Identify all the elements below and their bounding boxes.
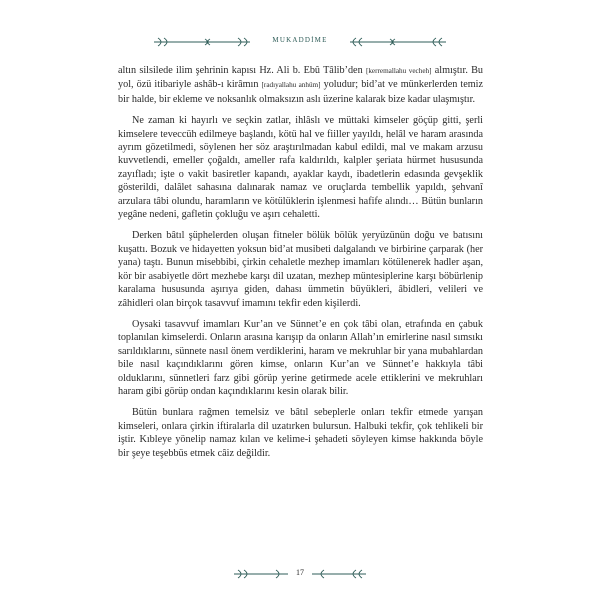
honorific-kerremallahu: [kerremallahu vecheh]: [365, 67, 432, 75]
paragraph-1: [118, 64, 483, 106]
paragraph-1-text-a: altın silsilede ilim şehrinin kapısı Hz. Ali b. Ebû Tâlib’den: [118, 65, 366, 76]
paragraph-1-text-e: yoludur; bid’at ve münkerlerden temiz bir halde, bir ekleme ve noksanlık olmaksızın aslı üzerine kalarak bize kadar ulaşmıştır.: [118, 79, 484, 105]
honorific-radiyallahu: [radıyallahu anhüm]: [261, 81, 321, 90]
page-footer: [232, 566, 368, 582]
page-number: 17: [296, 568, 304, 577]
paragraph-5: Bütün bunlara rağmen temelsiz ve bâtıl sebeplerle onları tekfir etmede yarışan kimseleri, onlara çirkin iftiralarla dil uzatırken bulursun. Halbuki tekfir, çok tehlikeli bir iştir. Kıbleye yönelip namaz kılan ve kelime-i şehadeti söyleyen kimse hakkında böyle bir şeye teşebbüs etmek câiz değildir.: [118, 407, 483, 459]
paragraph-2: Ne zaman ki hayırlı ve seçkin zatlar, ihlâslı ve müttaki kimseler göçüp gitti, şerli kimselere teveccüh edilmeye başlandı, kötü hal ve fiiller yayıldı, helâl ve haram arasında ayrım gözetilmedi, söylenen her söz araştırılmadan kabul edildi, mal ve makam arzusu kuvvetlendi, emeller çoğaldı, ameller rafa kaldırıldı, kalpler şeriata hürmet hususunda zayıfladı; işte o vakit basiretler kapandı, ayaklar kaydı, ibadetlerin edasında gevşeklik gösterildi, dalâlet sahasına dalınarak namaz ve oruçlarda tembellik yapıldı, şehvanî arzulara tâbi olundu, haramların ve kötülüklerin işlenmesi hafife alındı… Bütün bunların yegâne nedeni, gafletin çokluğu ve aşırı cehaletti.: [118, 115, 483, 221]
body-text: [118, 64, 483, 468]
paragraph-1-text-c: almıştır. Bu yol, özü itibariyle ashâb-ı kirâmın: [118, 65, 483, 91]
paragraph-4: Oysaki tasavvuf imamları Kur’an ve Sünnet’e en çok tâbi olan, etrafında en çabuk toplanılan kimselerdi. Onların arasına karışıp da onların Allah’ın emirlerine nasıl sımsıkı sarıldıklarını, sünnete nasıl önem verdiklerini, haram ve mekruhlar bir yana mubahlardan bile nasıl kaçındıklarını gören kimse, onların Kur’an ve Sünnet’e hakkıyla tâbi olduklarını, sünnetleri farz gibi görüp yerine getirmede acele ettiklerini ve mekruhları haram gibi görüp ondan kaçındıklarını kesin olarak bilir.: [118, 318, 483, 397]
running-header: [150, 33, 450, 51]
running-title: MUKADDİME: [272, 36, 328, 44]
paragraph-3: Derken bâtıl şüphelerden oluşan fitneler bölük bölük yeryüzünün doğu ve batısını kuşattı. Bozuk ve hidayetten yoksun bid’at musibeti dalgalandı ve birbirine çarparak (her yana) taştı. Bunun misebbibi, çirkin cehaletle mezhep imamları kötülenerek hadler aşan, kör bir asabiyetle dört mezhebe karşı dil uzatan, mezhep müntesiplerine karşı böbürlenip karalama hususunda aşırıya giden, dahası ümmetin büyükleri, âbidleri, velileri ve zâhidleri olan birçok tasavvuf imamını tekfir eden kişilerdi.: [118, 230, 483, 309]
